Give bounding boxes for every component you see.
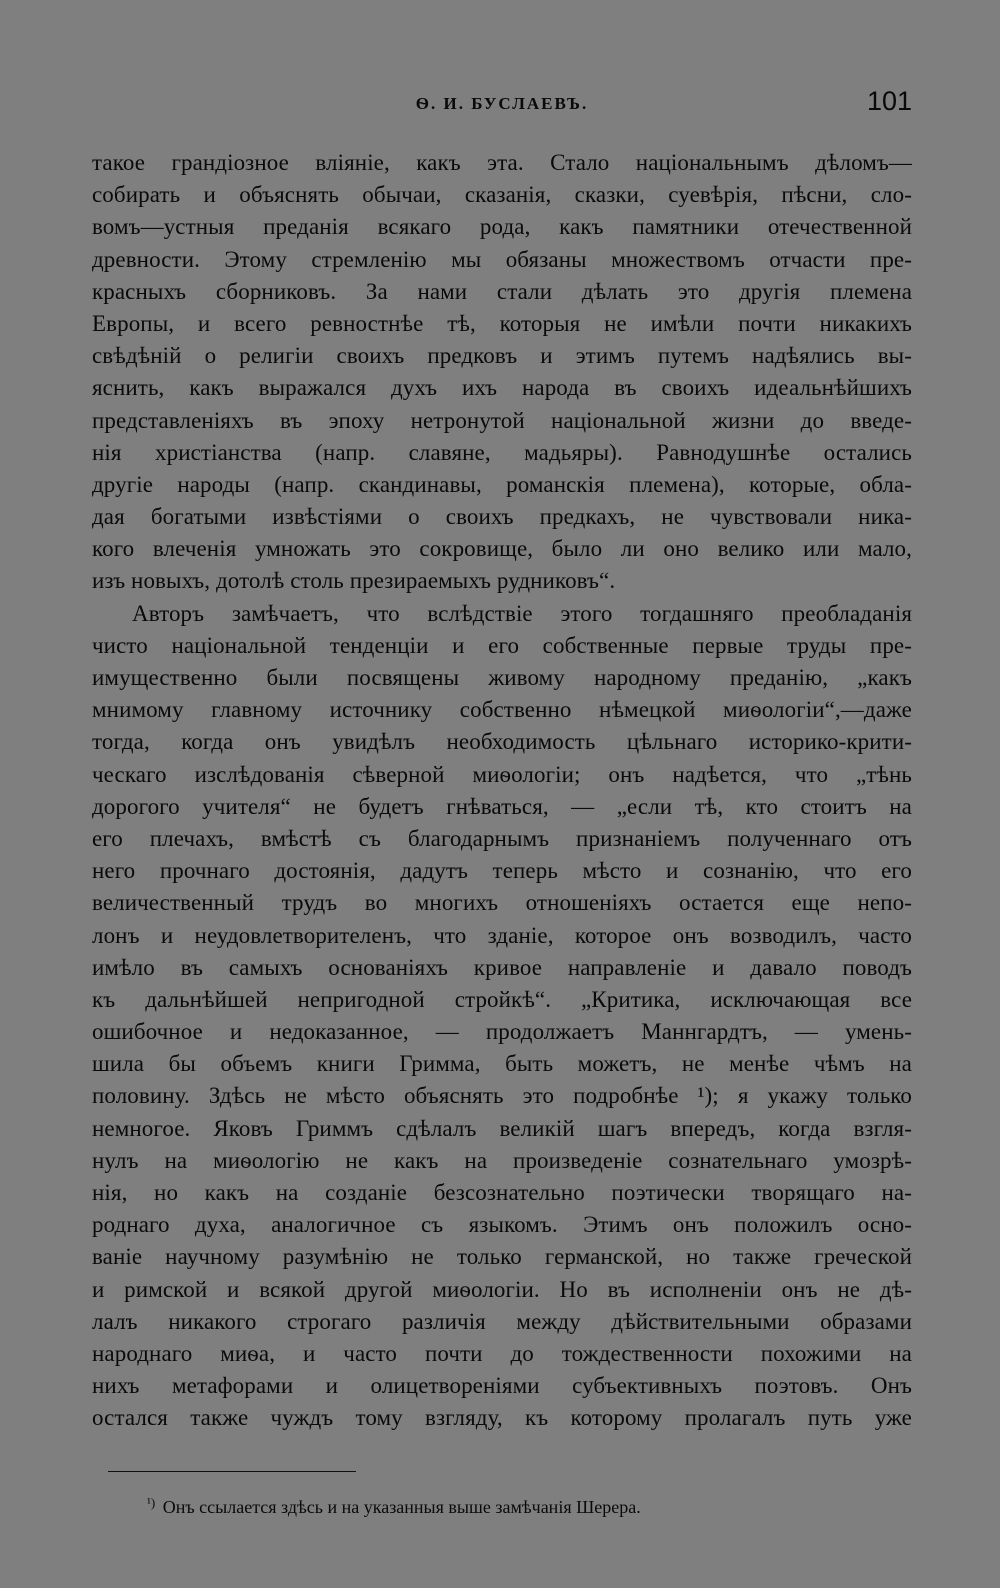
text-line: мнимому главному источнику собственно нѣмецкой миѳологіи“,—даже xyxy=(92,697,912,723)
text-line: имѣло въ самыхъ основаніяхъ кривое направленіе и давало поводъ xyxy=(92,954,912,980)
text-line: Европы, и всего ревностнѣе тѣ, которыя не имѣли почти никакихъ xyxy=(92,310,912,336)
text-line: древности. Этому стремленію мы обязаны множествомъ отчасти пре- xyxy=(92,246,912,272)
text-line: кого влеченія умножать это сокровище, было ли оно велико или мало, xyxy=(92,536,912,562)
text-line: него прочнаго достоянія, дадутъ теперь мѣсто и сознанію, что его xyxy=(92,858,912,884)
text-line: представленіяхъ въ эпоху нетронутой національной жизни до введе- xyxy=(92,407,912,433)
text-line: къ дальнѣйшей непригодной стройкѣ“. „Критика, исключающая все xyxy=(92,986,912,1012)
text-line: имущественно были посвящены живому народному преданію, „какъ xyxy=(92,665,912,690)
footnote-marker: ¹) xyxy=(147,1495,156,1510)
text-line: другіе народы (напр. скандинавы, романскія племена), которые, обла- xyxy=(92,471,912,497)
text-line: такое грандіозное вліяніе, какъ эта. Стало національнымъ дѣломъ— xyxy=(92,150,912,175)
text-line: свѣдѣній о религіи своихъ предковъ и этимъ путемъ надѣялись вы- xyxy=(92,343,912,369)
text-line: Авторъ замѣчаетъ, что вслѣдствіе этого тогдашняго преобладанія xyxy=(132,600,912,626)
text-line: величественный трудъ во многихъ отношеніяхъ остается еще непо- xyxy=(92,890,912,916)
text-line: дорогого учителя“ не будетъ гнѣваться, — „если тѣ, кто стоитъ на xyxy=(92,793,912,819)
text-line: половину. Здѣсь не мѣсто объяснять это подробнѣе ¹); я укажу только xyxy=(92,1083,912,1109)
text-line: красныхъ сборниковъ. За нами стали дѣлать это другія племена xyxy=(92,278,912,304)
footnote-text: Онъ ссылается здѣсь и на указанныя выше замѣчанія Шерера. xyxy=(162,1497,641,1517)
text-line: остался также чуждъ тому взгляду, къ которому пролагалъ путь уже xyxy=(92,1405,912,1431)
footnote xyxy=(147,1494,907,1522)
text-line: лалъ никакого строгаго различія между дѣйствительными образами xyxy=(92,1308,912,1334)
text-line: роднаго духа, аналогичное съ языкомъ. Этимъ онъ положилъ осно- xyxy=(92,1212,912,1238)
text-line: немногое. Яковъ Гриммъ сдѣлалъ великій шагъ впередъ, когда взгля- xyxy=(92,1115,912,1141)
text-line: вомъ—устныя преданія всякаго рода, какъ памятники отечественной xyxy=(92,214,912,240)
text-line: нихъ метафорами и олицетвореніями субъективныхъ поэтовъ. Онъ xyxy=(92,1373,912,1399)
text-line: яснить, какъ выражался духъ ихъ народа въ своихъ идеальнѣйшихъ xyxy=(92,375,912,401)
text-line: ческаго изслѣдованія сѣверной миѳологіи; онъ надѣется, что „тѣнь xyxy=(92,761,912,787)
text-line: народнаго миѳа, и часто почти до тождественности похожими на xyxy=(92,1340,912,1366)
text-line: нія, но какъ на созданіе безсознательно поэтически творящаго на- xyxy=(92,1180,912,1205)
text-line: нія христіанства (напр. славяне, мадьяры). Равнодушнѣе остались xyxy=(92,439,912,465)
text-line: дая богатыми извѣстіями о своихъ предкахъ, не чувствовали ника- xyxy=(92,504,912,530)
body-text xyxy=(92,147,912,1435)
running-head xyxy=(92,86,912,122)
text-line: чисто національной тенденціи и его собственные первые труды пре- xyxy=(92,632,912,658)
text-line: лонъ и неудовлетворителенъ, что зданіе, которое онъ возводилъ, часто xyxy=(92,922,912,948)
text-line: его плечахъ, вмѣстѣ съ благодарнымъ признаніемъ полученнаго отъ xyxy=(92,825,912,851)
text-line: собирать и объяснять обычаи, сказанія, сказки, суевѣрія, пѣсни, сло- xyxy=(92,182,912,208)
running-title: Ѳ. И. БУСЛАЕВЪ. xyxy=(415,94,589,113)
text-line: шила бы объемъ книги Гримма, быть можетъ, не менѣе чѣмъ на xyxy=(92,1051,912,1077)
page-number: 101 xyxy=(866,86,912,116)
text-line: ошибочное и недоказанное, — продолжаетъ Маннгардтъ, — умень- xyxy=(92,1019,912,1045)
text-line: нулъ на миѳологію не какъ на произведеніе сознательнаго умозрѣ- xyxy=(92,1147,912,1173)
text-line: и римской и всякой другой миѳологіи. Но въ исполненіи онъ не дѣ- xyxy=(92,1276,912,1302)
text-line: ваніе научному разумѣнію не только германской, но также греческой xyxy=(92,1244,912,1270)
text-line: тогда, когда онъ увидѣлъ необходимость цѣльнаго историко-крити- xyxy=(92,729,912,755)
text-line: изъ новыхъ, дотолѣ столь презираемыхъ рудниковъ“. xyxy=(92,568,616,594)
footnote-separator xyxy=(108,1471,356,1472)
